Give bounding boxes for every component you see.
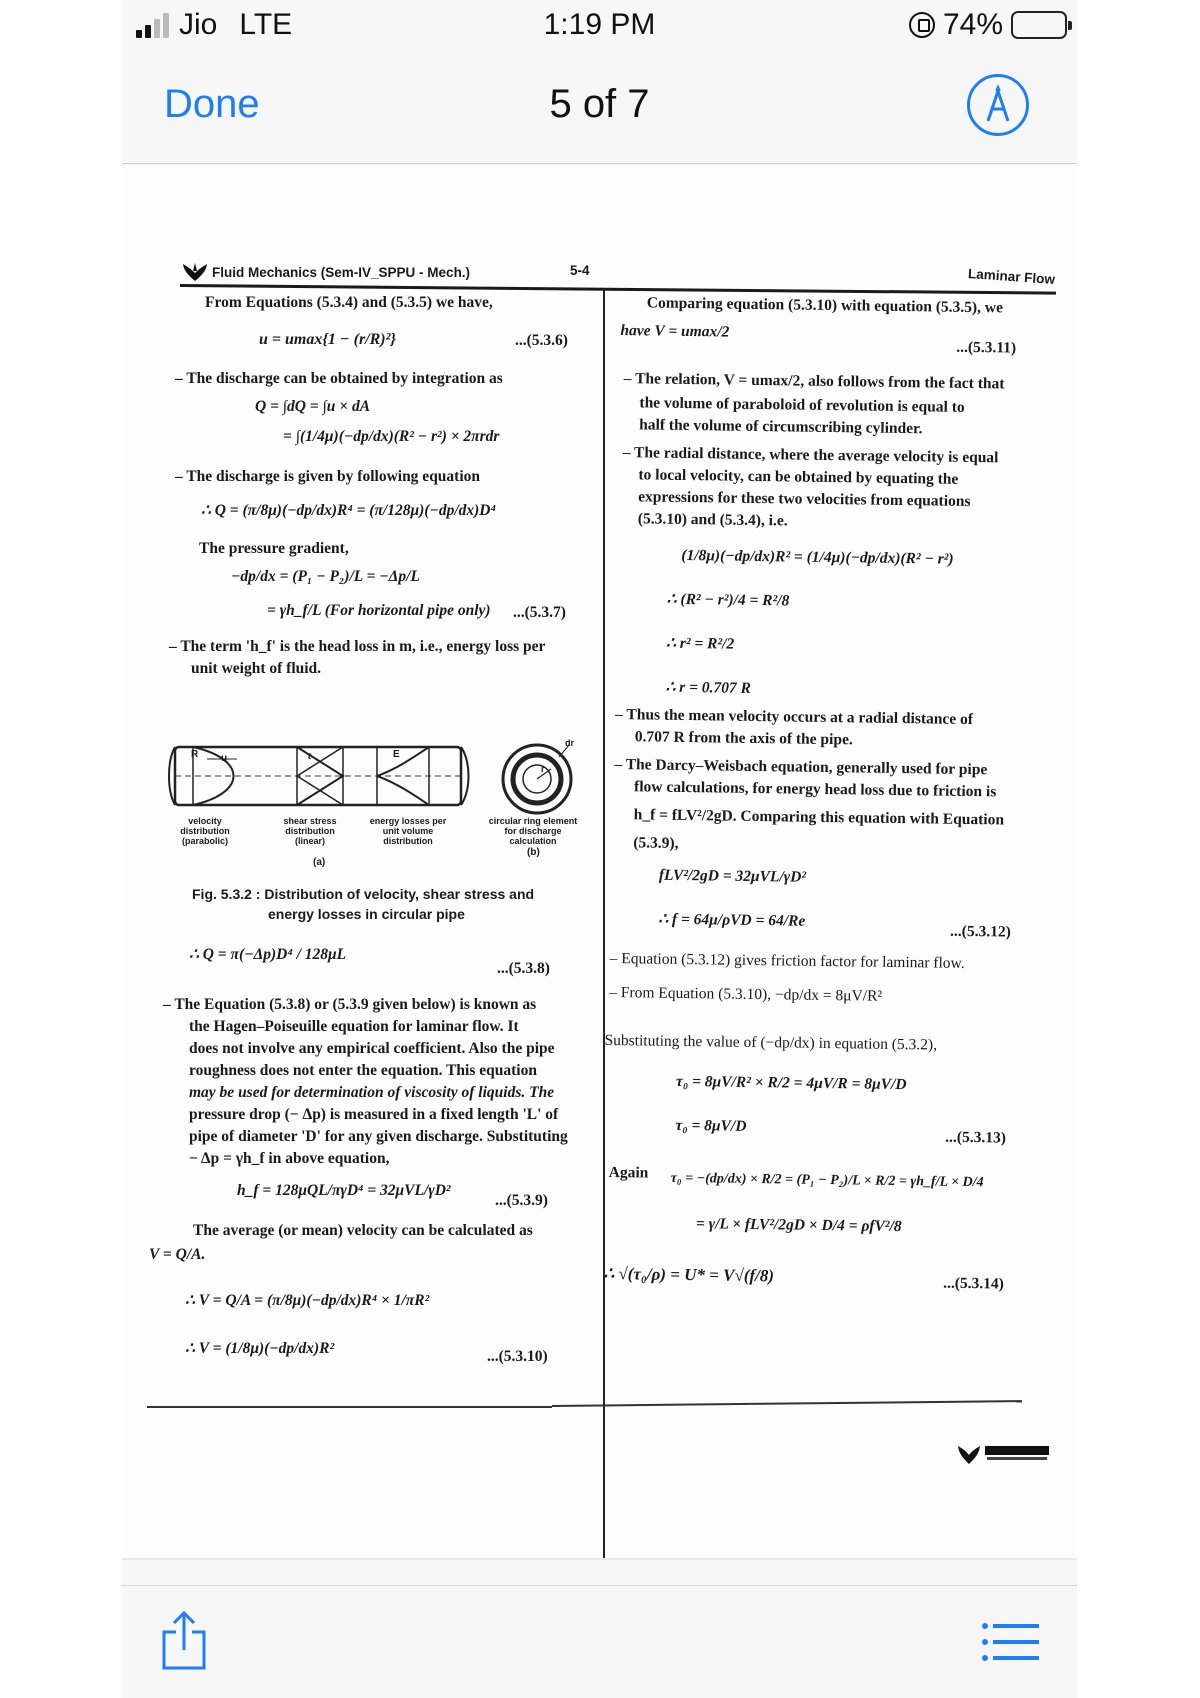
text-line: The pressure gradient, bbox=[199, 540, 349, 557]
equation: = ∫(1/4μ)(−dp/dx)(R² − r²) × 2πrdr bbox=[283, 428, 500, 445]
markup-button[interactable] bbox=[967, 74, 1029, 136]
figure-pipe-flow-distribution bbox=[167, 739, 587, 869]
label-energy: E bbox=[393, 749, 400, 760]
text-line: Comparing equation (5.3.10) with equation (5.3.5), we bbox=[646, 294, 1004, 317]
battery-percent: 74% bbox=[942, 8, 1003, 41]
text-line: – The term 'h_f' is the head loss in m, i.e., energy loss per bbox=[169, 638, 546, 655]
text-line: half the volume of circumscribing cylinder. bbox=[639, 416, 923, 438]
figure-caption-line2: energy losses in circular pipe bbox=[268, 906, 465, 922]
status-right bbox=[909, 8, 1067, 42]
equation: V = Q/A. bbox=[149, 1246, 206, 1263]
equation: τ₀ = 8μV/R² × R/2 = 4μV/R = 8μV/D bbox=[675, 1072, 907, 1094]
navigation-bar bbox=[122, 54, 1077, 164]
bottom-toolbar bbox=[122, 1585, 1077, 1698]
document-viewport[interactable] bbox=[122, 165, 1077, 1560]
label-velocity: u bbox=[221, 753, 228, 764]
fig-label-shear-distribution: shear stress distribution (linear) bbox=[283, 816, 337, 846]
equation: ∴ Q = π(−Δp)D⁴ / 128μL bbox=[189, 946, 347, 963]
column-divider bbox=[603, 289, 605, 1558]
outline-list-button[interactable] bbox=[981, 1622, 1039, 1662]
equation: τ₀ = −(dp/dx) × R/2 = (P₁ − P₂)/L × R/2 = γh_f/L × D/4 bbox=[670, 1170, 984, 1191]
equation: ∴ Q = (π/8μ)(−dp/dx)R⁴ = (π/128μ)(−dp/dx)D⁴ bbox=[201, 502, 496, 519]
equation-number: ...(5.3.8) bbox=[497, 960, 550, 977]
text-line: From Equations (5.3.4) and (5.3.5) we have, bbox=[205, 294, 493, 311]
label-radius: R bbox=[191, 749, 199, 760]
text-line: pressure drop (− Δp) is measured in a fixed length 'L' of bbox=[189, 1106, 559, 1123]
clock: 1:19 PM bbox=[543, 8, 656, 41]
equation: ∴ r² = R²/2 bbox=[665, 634, 735, 653]
equation: ∴ V = (1/8μ)(−dp/dx)R² bbox=[185, 1340, 335, 1357]
text-line: roughness does not enter the equation. This equation bbox=[189, 1062, 537, 1079]
figure-caption: Fig. 5.3.2 : Distribution of velocity, shear stress and bbox=[192, 886, 535, 902]
text-line: The average (or mean) velocity can be calculated as bbox=[193, 1222, 533, 1239]
list-icon bbox=[981, 1622, 1039, 1662]
pipe-flow-diagram bbox=[167, 739, 587, 869]
equation: ∴ V = Q/A = (π/8μ)(−dp/dx)R⁴ × 1/πR² bbox=[185, 1292, 430, 1309]
share-icon bbox=[160, 1610, 208, 1672]
equation-number: ...(5.3.6) bbox=[515, 332, 568, 349]
header-chapter: Laminar Flow bbox=[967, 265, 1056, 288]
text-line: – The relation, V = umax/2, also follows from the fact that bbox=[623, 370, 1005, 393]
text-line: the volume of paraboloid of revolution is equal to bbox=[639, 394, 965, 416]
rotation-lock-icon bbox=[909, 12, 935, 38]
markup-pen-icon bbox=[970, 77, 1026, 133]
text-line: unit weight of fluid. bbox=[191, 660, 322, 677]
label-dr: dr bbox=[565, 738, 574, 748]
text-line: may be used for determination of viscosity of liquids. The bbox=[189, 1084, 555, 1101]
text-line: – The discharge can be obtained by integration as bbox=[175, 370, 503, 387]
text-line: to local velocity, can be obtained by equating the bbox=[638, 466, 959, 488]
network-type: LTE bbox=[239, 8, 293, 41]
subfigure-a-label: (a) bbox=[313, 857, 326, 868]
equation: (1/8μ)(−dp/dx)R² = (1/4μ)(−dp/dx)(R² − r²) bbox=[681, 546, 954, 568]
text-line: – The Equation (5.3.8) or (5.3.9 given below) is known as bbox=[163, 996, 537, 1013]
text-line: – From Equation (5.3.10), −dp/dx = 8μV/R² bbox=[609, 983, 883, 1005]
equation: ∴ r = 0.707 R bbox=[665, 678, 752, 697]
text-line: Substituting the value of (−dp/dx) in equation (5.3.2), bbox=[604, 1031, 938, 1054]
text-line: – Equation (5.3.12) gives friction factor for laminar flow. bbox=[609, 949, 965, 972]
equation: ∴ (R² − r²)/4 = R²/8 bbox=[666, 590, 790, 610]
equation: u = umax{1 − (r/R)²} bbox=[259, 331, 396, 348]
page-indicator: 5 of 7 bbox=[549, 82, 650, 126]
equation-number: ...(5.3.13) bbox=[945, 1128, 1007, 1147]
equation-number: ...(5.3.11) bbox=[956, 338, 1017, 357]
equation-number: ...(5.3.9) bbox=[495, 1192, 548, 1209]
text-line: does not involve any empirical coefficient. Also the pipe bbox=[189, 1040, 555, 1057]
equation: = γh_f/L (For horizontal pipe only) bbox=[267, 602, 491, 619]
fig-label-ring-element: circular ring element for discharge calculation bbox=[488, 816, 578, 846]
equation: −dp/dx = (P₁ − P₂)/L = −Δp/L bbox=[231, 568, 420, 585]
equation: fLV²/2gD = 32μVL/γD² bbox=[658, 866, 807, 886]
status-bar bbox=[122, 0, 1077, 54]
label-shear: τ bbox=[307, 751, 312, 762]
text-line: expressions for these two velocities from equations bbox=[638, 488, 971, 510]
equation: ∴ f = 64μ/ρVD = 64/Re bbox=[658, 910, 806, 930]
share-button[interactable] bbox=[160, 1610, 208, 1672]
fig-label-energy-distribution: energy losses per unit volume distribution bbox=[369, 816, 447, 846]
text-line: – Thus the mean velocity occurs at a radial distance of bbox=[614, 706, 974, 729]
text-line: 0.707 R from the axis of the pipe. bbox=[634, 728, 853, 749]
footer-rule-right bbox=[552, 1400, 1022, 1407]
equation: Q = ∫dQ = ∫u × dA bbox=[255, 398, 371, 415]
footer-rule bbox=[147, 1406, 552, 1408]
text-line: – The radial distance, where the average velocity is equal bbox=[622, 444, 999, 467]
subfigure-b-label: (b) bbox=[527, 847, 540, 858]
equation: = γ/L × fLV²/2gD × D/4 = ρfV²/8 bbox=[695, 1215, 902, 1236]
text-line: Again bbox=[608, 1163, 649, 1182]
text-line: flow calculations, for energy head loss due to friction is bbox=[633, 778, 997, 801]
done-button[interactable]: Done bbox=[164, 82, 260, 126]
equation: have V = umax/2 bbox=[620, 322, 730, 341]
text-line: (5.3.9), bbox=[633, 834, 679, 852]
equation-number: ...(5.3.14) bbox=[943, 1274, 1005, 1293]
header-page-number: 5-4 bbox=[570, 263, 590, 278]
text-line: pipe of diameter 'D' for any given discharge. Substituting bbox=[189, 1128, 568, 1145]
equation: ∴ √(τ₀/ρ) = U* = V√(f/8) bbox=[603, 1263, 775, 1286]
text-line: – The Darcy–Weisbach equation, generally used for pipe bbox=[614, 756, 988, 779]
fig-label-velocity-distribution: velocity distribution (parabolic) bbox=[180, 816, 230, 846]
equation-number: ...(5.3.12) bbox=[950, 922, 1011, 941]
equation: τ₀ = 8μV/D bbox=[675, 1116, 747, 1135]
text-line: h_f = fLV²/2gD. Comparing this equation with Equation bbox=[633, 806, 1005, 829]
ios-pdf-viewer bbox=[122, 0, 1077, 1698]
equation-number: ...(5.3.7) bbox=[513, 604, 566, 621]
publisher-logo-mark bbox=[957, 1440, 1057, 1466]
pdf-page bbox=[122, 165, 1077, 1558]
publisher-logo bbox=[957, 1440, 1057, 1466]
text-line: (5.3.10) and (5.3.4), i.e. bbox=[637, 510, 788, 530]
text-line: − Δp = γh_f in above equation, bbox=[189, 1150, 390, 1167]
text-line: the Hagen–Poiseuille equation for laminar flow. It bbox=[189, 1018, 519, 1035]
carrier-name: Jio bbox=[179, 8, 218, 41]
equation: h_f = 128μQL/πγD⁴ = 32μVL/γD² bbox=[237, 1182, 451, 1199]
battery-icon bbox=[1011, 11, 1067, 39]
publisher-leaf-icon bbox=[182, 261, 208, 283]
text-line: – The discharge is given by following equation bbox=[175, 468, 481, 485]
header-book-title: Fluid Mechanics (Sem-IV_SPPU - Mech.) bbox=[212, 265, 471, 280]
label-r: r bbox=[541, 764, 545, 774]
equation-number: ...(5.3.10) bbox=[487, 1348, 548, 1365]
